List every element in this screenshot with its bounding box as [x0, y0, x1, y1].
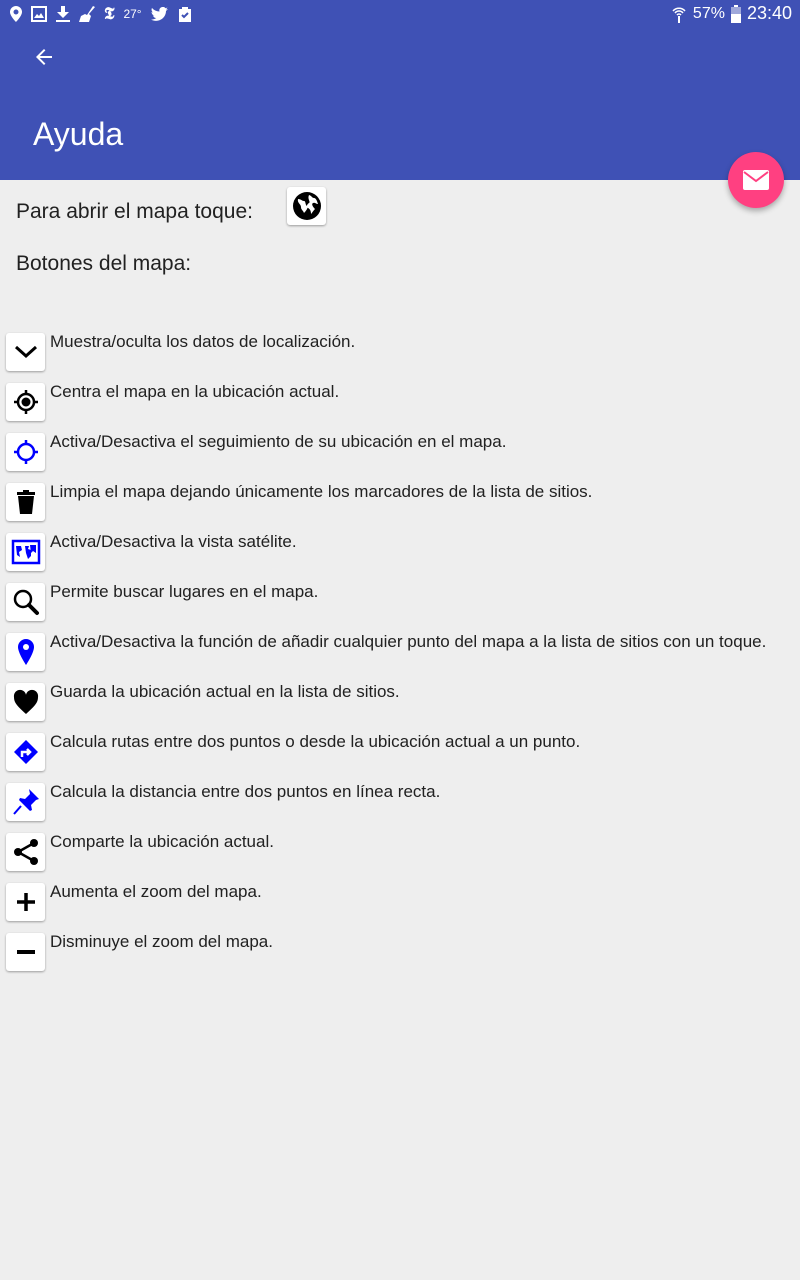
battery-icon	[731, 5, 741, 23]
place-marker-button[interactable]	[6, 633, 45, 671]
item-description: Permite buscar lugares en el mapa.	[50, 582, 319, 601]
my-location-button[interactable]	[6, 383, 45, 421]
download-icon	[56, 6, 70, 22]
map-buttons-heading: Botones del mapa:	[16, 252, 192, 275]
item-description: Calcula la distancia entre dos puntos en línea recta.	[50, 782, 441, 801]
place-marker-icon	[11, 637, 41, 667]
status-bar	[0, 0, 800, 30]
page-title: Ayuda	[33, 116, 124, 152]
image-icon	[31, 6, 47, 22]
trash-icon	[11, 487, 41, 517]
zoom-in-icon	[11, 887, 41, 917]
back-arrow-icon[interactable]	[32, 45, 56, 69]
email-icon	[743, 170, 769, 190]
search-button[interactable]	[6, 583, 45, 621]
item-description: Muestra/oculta los datos de localización.	[50, 332, 356, 351]
zoom-out-button[interactable]	[6, 933, 45, 971]
open-map-button[interactable]	[287, 187, 326, 225]
share-icon	[11, 837, 41, 867]
trash-button[interactable]	[6, 483, 45, 521]
twitter-icon	[151, 7, 168, 21]
item-description: Aumenta el zoom del mapa.	[50, 882, 262, 901]
directions-button[interactable]	[6, 733, 45, 771]
item-description: Activa/Desactiva la vista satélite.	[50, 532, 297, 551]
satellite-map-icon	[11, 537, 41, 567]
item-description: Limpia el mapa dejando únicamente los marcadores de la lista de sitios.	[50, 482, 593, 501]
clock: 23:40	[746, 3, 792, 23]
zoom-out-icon	[11, 937, 41, 967]
item-description: Disminuye el zoom del mapa.	[50, 932, 273, 951]
item-description: Centra el mapa en la ubicación actual.	[50, 382, 340, 401]
location-tracking-icon	[11, 437, 41, 467]
nyt-icon: 𝕿	[104, 4, 115, 24]
open-map-label: Para abrir el mapa toque:	[16, 200, 253, 223]
wifi-hotspot-icon	[671, 5, 687, 23]
item-description: Comparte la ubicación actual.	[50, 832, 274, 851]
item-description: Calcula rutas entre dos puntos o desde la ubicación actual a un punto.	[50, 732, 581, 751]
clipboard-check-icon	[177, 6, 193, 22]
item-description: Activa/Desactiva la función de añadir cualquier punto del mapa a la lista de sitios con un toque.	[50, 632, 767, 651]
email-fab-button[interactable]	[728, 152, 784, 208]
zoom-in-button[interactable]	[6, 883, 45, 921]
heart-icon	[11, 687, 41, 717]
broom-icon	[79, 6, 95, 22]
share-button[interactable]	[6, 833, 45, 871]
pushpin-button[interactable]	[6, 783, 45, 821]
directions-icon	[11, 737, 41, 767]
chevron-down-button[interactable]	[6, 333, 45, 371]
heart-button[interactable]	[6, 683, 45, 721]
chevron-down-icon	[11, 337, 41, 367]
battery-percent: 57%	[692, 4, 725, 22]
satellite-map-button[interactable]	[6, 533, 45, 571]
temperature: 27°	[123, 7, 142, 21]
location-icon	[10, 6, 22, 22]
location-tracking-button[interactable]	[6, 433, 45, 471]
item-description: Activa/Desactiva el seguimiento de su ubicación en el mapa.	[50, 432, 507, 451]
globe-icon	[292, 191, 322, 221]
pushpin-icon	[11, 787, 41, 817]
search-icon	[11, 587, 41, 617]
my-location-icon	[11, 387, 41, 417]
item-description: Guarda la ubicación actual en la lista de sitios.	[50, 682, 400, 701]
